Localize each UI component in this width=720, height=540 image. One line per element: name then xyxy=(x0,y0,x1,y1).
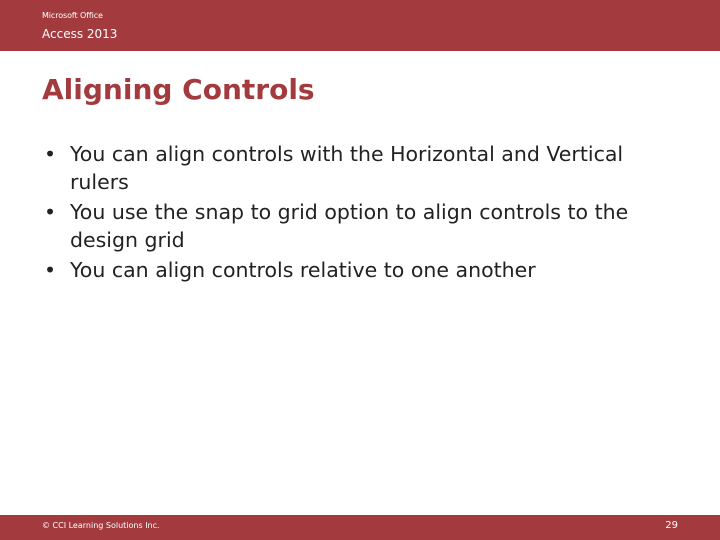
page-number: 29 xyxy=(665,520,678,531)
bullet-text: You can align controls with the Horizontal and Vertical rulers xyxy=(70,142,624,194)
footer-copyright: © CCI Learning Solutions Inc. xyxy=(42,521,160,530)
brand-microsoft-office: Microsoft Office xyxy=(42,11,103,20)
bullet-text: You can align controls relative to one another xyxy=(70,258,536,282)
slide-title: Aligning Controls xyxy=(42,73,315,106)
bullet-text: You use the snap to grid option to align controls to the design grid xyxy=(70,200,629,252)
bullet-dot-icon: • xyxy=(44,200,57,224)
brand-product-name: Access 2013 xyxy=(42,27,118,41)
bullet-list xyxy=(42,140,682,286)
bullet-item xyxy=(42,256,682,284)
header-band xyxy=(0,0,720,51)
bullet-dot-icon: • xyxy=(44,258,57,282)
bullet-item xyxy=(42,198,682,254)
footer-band xyxy=(0,515,720,540)
bullet-dot-icon: • xyxy=(44,142,57,166)
bullet-item xyxy=(42,140,682,196)
